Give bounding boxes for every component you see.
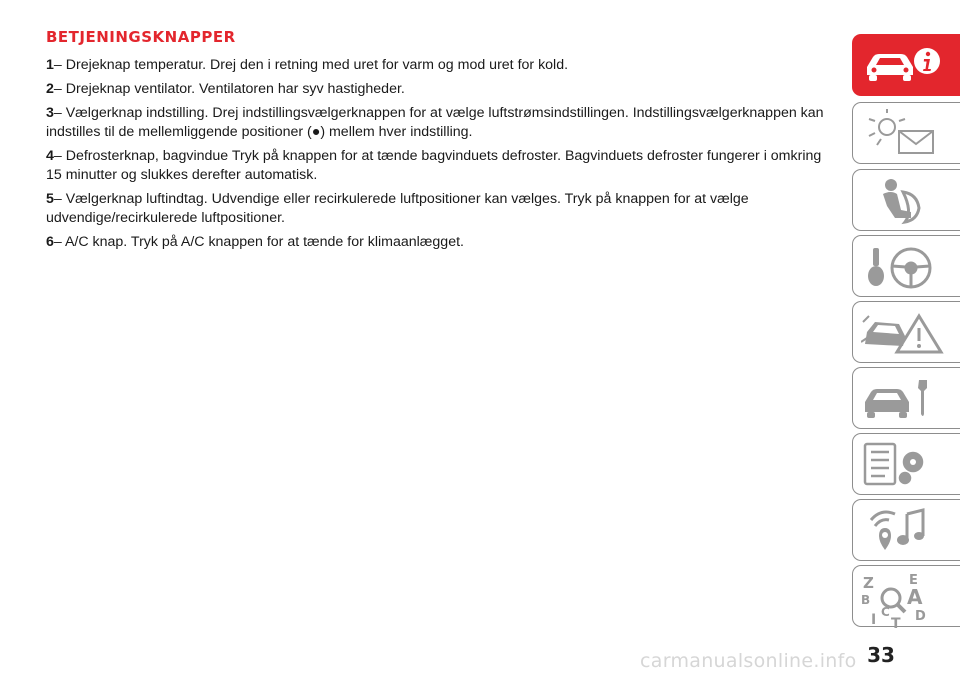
- content: [46, 28, 836, 257]
- seat-safety-icon: [861, 176, 951, 226]
- warning-lights-icon: [861, 109, 951, 159]
- tab-technical-data[interactable]: [852, 433, 960, 495]
- list-item: [46, 56, 836, 75]
- index-letter: E: [909, 573, 918, 588]
- index-letter: T: [891, 616, 901, 628]
- item-number: 4: [46, 148, 54, 164]
- tab-warning-lights[interactable]: [852, 102, 960, 164]
- car-info-icon: [861, 41, 951, 91]
- key-steering-wheel-icon: [861, 242, 951, 292]
- item-text: – Drejeknap ventilator. Ventilatoren har syv hastigheder.: [53, 81, 405, 97]
- emergency-icon: [861, 308, 951, 358]
- index-letter: I: [871, 612, 877, 628]
- tab-index[interactable]: [852, 565, 960, 627]
- tab-starting-driving[interactable]: [852, 235, 960, 297]
- index-letter: A: [907, 585, 923, 609]
- item-text: – A/C knap. Tryk på A/C knappen for at tænde for klimaanlægget.: [53, 234, 464, 250]
- list-item: [46, 190, 836, 228]
- item-text: – Vælgerknap indstilling. Drej indstillingsvælgerknappen for at vælge luftstrømsindstillingen. Indstillingsvælgerknappen kan indstilles til de mellemliggende positioner (●) mellem hver indstilling.: [46, 105, 824, 140]
- watermark: carmanualsonline.info: [640, 650, 857, 672]
- list-item: [46, 147, 836, 185]
- item-text: – Vælgerknap luftindtag. Udvendige eller recirkulerede luftpositioner kan vælges. Tryk på knappen for at vælge udvendige/recirkulerede luftpositioner.: [46, 191, 749, 226]
- index-letter: B: [861, 593, 871, 607]
- section-title: BETJENINGSKNAPPER: [46, 28, 236, 46]
- tab-car-info[interactable]: [852, 34, 960, 96]
- list-item: [46, 104, 836, 142]
- tab-multimedia[interactable]: [852, 499, 960, 561]
- item-number: 3: [46, 105, 54, 121]
- item-number: 6: [46, 234, 54, 250]
- index-letter: Z: [863, 574, 874, 592]
- technical-data-icon: [861, 440, 951, 490]
- multimedia-icon: [861, 506, 951, 556]
- index-letter: D: [915, 609, 926, 624]
- list-item: [46, 233, 836, 252]
- item-number: 1: [46, 57, 54, 73]
- index-icon: [861, 572, 951, 628]
- item-number: 2: [46, 81, 54, 97]
- item-text: – Drejeknap temperatur. Drej den i retning med uret for varm og mod uret for kold.: [53, 57, 569, 73]
- list-item: [46, 80, 836, 99]
- tab-seat-safety[interactable]: [852, 169, 960, 231]
- tab-emergency[interactable]: [852, 301, 960, 363]
- index-letter: C: [881, 605, 890, 619]
- car-maintenance-icon: [861, 374, 951, 424]
- item-text: – Defrosterknap, bagvindue Tryk på knappen for at tænde bagvinduets defroster. Bagvinduets defroster fungerer i omkring 15 minutter og slukkes derefter automatisk.: [46, 148, 822, 183]
- page-number: 33: [867, 643, 895, 667]
- tab-maintenance[interactable]: [852, 367, 960, 429]
- item-number: 5: [46, 191, 54, 207]
